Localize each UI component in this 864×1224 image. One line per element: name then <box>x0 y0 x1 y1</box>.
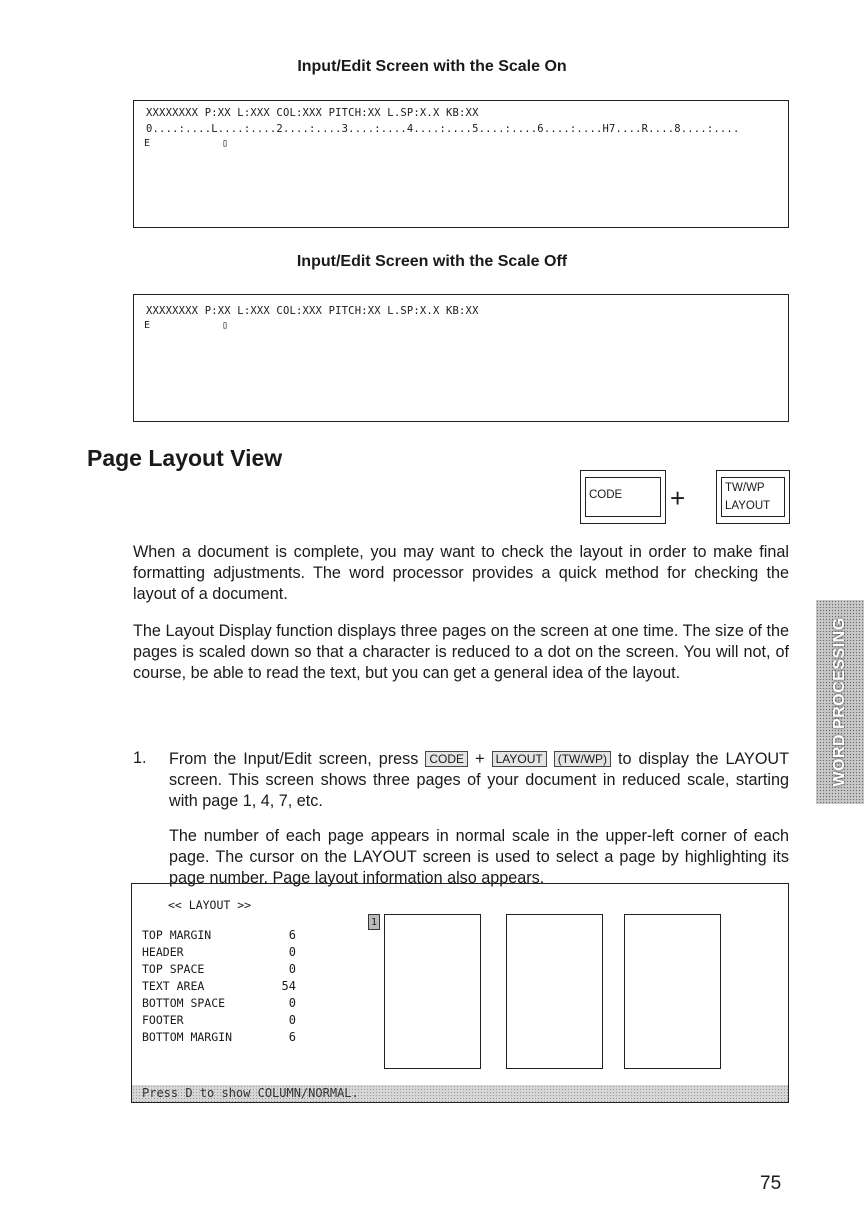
layout-keycap: LAYOUT <box>492 751 547 767</box>
layout-label-footer: FOOTER <box>142 1013 184 1027</box>
page-cursor[interactable]: 1 <box>368 914 380 930</box>
page-thumbnail-2[interactable] <box>506 914 603 1069</box>
plus-text: + <box>475 750 485 768</box>
caption-scale-on: Input/Edit Screen with the Scale On <box>297 58 567 75</box>
layout-value-header: 0 <box>288 945 296 959</box>
cursor-char: E <box>144 138 151 149</box>
layout-screen <box>131 883 789 1103</box>
paragraph-1: When a document is complete, you may want to check the layout in order to make final formatting adjustments. The word processor provides a quick method for checking the layout of a document. <box>133 543 789 603</box>
cursor-char: E <box>144 320 151 331</box>
code-key-label: CODE <box>589 489 623 501</box>
layout-value-bottom-margin: 6 <box>288 1030 296 1044</box>
layout-label-header: HEADER <box>142 945 184 959</box>
list-item-text-b: to display the LAYOUT screen. This screen shows three pages of your document in reduced scale, starting with page 1, 4, 7, etc. <box>169 750 790 810</box>
status-line: XXXXXXXX P:XX L:XXX COL:XXX PITCH:XX L.SP:X.X KB:XX <box>146 107 479 119</box>
marker-char: ▯ <box>222 320 229 331</box>
layout-value-footer: 0 <box>288 1013 296 1027</box>
status-bar-text: Press D to show COLUMN/NORMAL. <box>142 1086 359 1100</box>
side-tab-label: WORD PROCESSING <box>831 617 848 787</box>
layout-label-bottom-space: BOTTOM SPACE <box>142 996 226 1010</box>
section-title: Page Layout View <box>87 445 283 471</box>
layout-key <box>716 470 790 524</box>
page-number: 75 <box>760 1173 782 1194</box>
list-item-1 <box>169 749 789 812</box>
side-tab <box>816 600 864 804</box>
layout-status-bar <box>132 1085 788 1102</box>
layout-value-text-area: 54 <box>281 979 296 993</box>
list-number: 1. <box>133 749 147 767</box>
page-thumbnail-3[interactable] <box>624 914 721 1069</box>
layout-key-top-label: TW/WP <box>725 482 765 494</box>
layout-key-bottom-label: LAYOUT <box>725 500 771 512</box>
layout-label-text-area: TEXT AREA <box>142 979 205 993</box>
layout-title: << LAYOUT >> <box>168 898 252 912</box>
layout-label-bottom-margin: BOTTOM MARGIN <box>142 1030 233 1044</box>
plus-sign: + <box>670 483 686 513</box>
status-line: XXXXXXXX P:XX L:XXX COL:XXX PITCH:XX L.SP:X.X KB:XX <box>146 305 479 317</box>
paragraph-3: The number of each page appears in normal scale in the upper-left corner of each page. The cursor on the LAYOUT screen is used to select a page by highlighting its page number. Page layout information also appears. <box>169 827 789 887</box>
layout-value-top-margin: 6 <box>288 928 296 942</box>
marker-char: ▯ <box>222 138 229 149</box>
layout-label-top-margin: TOP MARGIN <box>142 928 212 942</box>
code-key <box>580 470 666 524</box>
ruler-line: 0....:....L....:....2....:....3....:....4....:....5....:....6....:....H7....R....8....:.... <box>146 123 740 135</box>
twwp-keycap: (TW/WP) <box>554 751 611 767</box>
screen-scale-on <box>133 100 789 228</box>
screen-scale-off <box>133 294 789 422</box>
layout-value-bottom-space: 0 <box>288 996 296 1010</box>
code-keycap: CODE <box>425 751 468 767</box>
layout-label-top-space: TOP SPACE <box>142 962 205 976</box>
list-item-text-a: From the Input/Edit screen, press <box>169 750 419 768</box>
caption-scale-off: Input/Edit Screen with the Scale Off <box>296 253 568 270</box>
page-thumbnail-1[interactable] <box>384 914 481 1069</box>
layout-value-top-space: 0 <box>288 962 296 976</box>
paragraph-2: The Layout Display function displays three pages on the screen at one time. The size of the pages is scaled down so that a character is reduced to a dot on the screen. You will not, of course, be able to read the text, but you can get a general idea of the layout. <box>133 622 789 682</box>
